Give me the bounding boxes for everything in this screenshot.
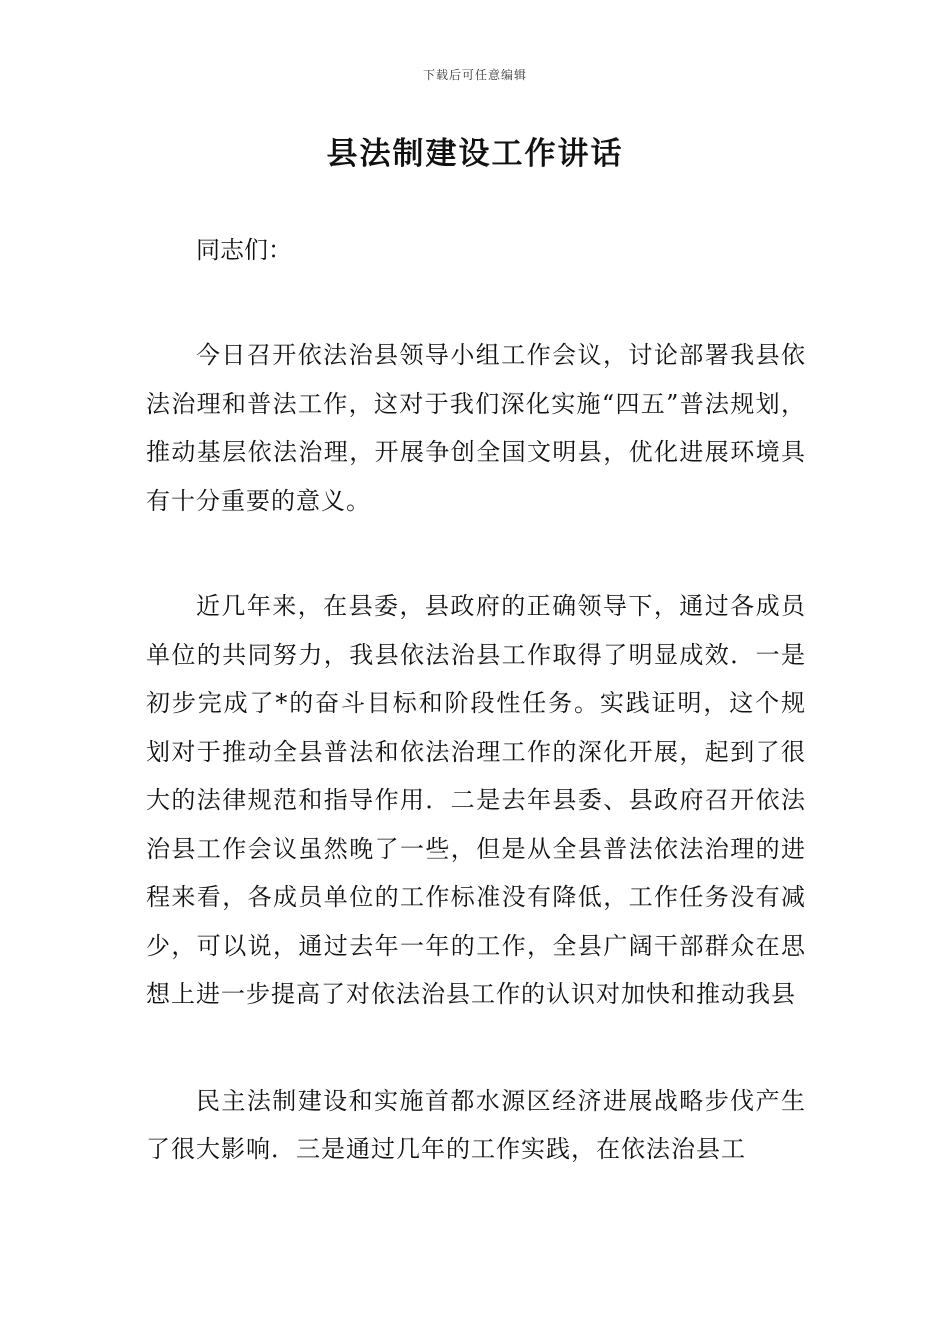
salutation: 同志们：: [196, 236, 292, 264]
document-body: [146, 226, 806, 1174]
document-title: 县法制建设工作讲话: [326, 136, 624, 172]
paragraph: 今日召开依法治县领导小组工作会议，讨论部署我县依法治理和普法工作，这对于我们深化实施“四五”普法规划，推动基层依法治理，开展争创全国文明县，优化进展环境具有十分重要的意义。: [146, 341, 806, 515]
paragraph: 民主法制建设和实施首都水源区经济进展战略步伐产生了很大影响．三是通过几年的工作实践，在依法治县工: [146, 1086, 806, 1163]
paragraph: 近几年来，在县委，县政府的正确领导下，通过各成员单位的共同努力，我县依法治县工作取得了明显成效．一是初步完成了*的奋斗目标和阶段性任务。实践证明，这个规划对于推动全县普法和依法治理工作的深化开展，起到了很大的法律规范和指导作用．二是去年县委、县政府召开依法治县工作会议虽然晚了一些，但是从全县普法依法治理的进程来看，各成员单位的工作标准没有降低，工作任务没有减少，可以说，通过去年一年的工作，全县广阔干部群众在思想上进一步提高了对依法治县工作的认识对加快和推动我县: [146, 592, 806, 1008]
header-note: 下载后可任意编辑: [422, 68, 527, 82]
